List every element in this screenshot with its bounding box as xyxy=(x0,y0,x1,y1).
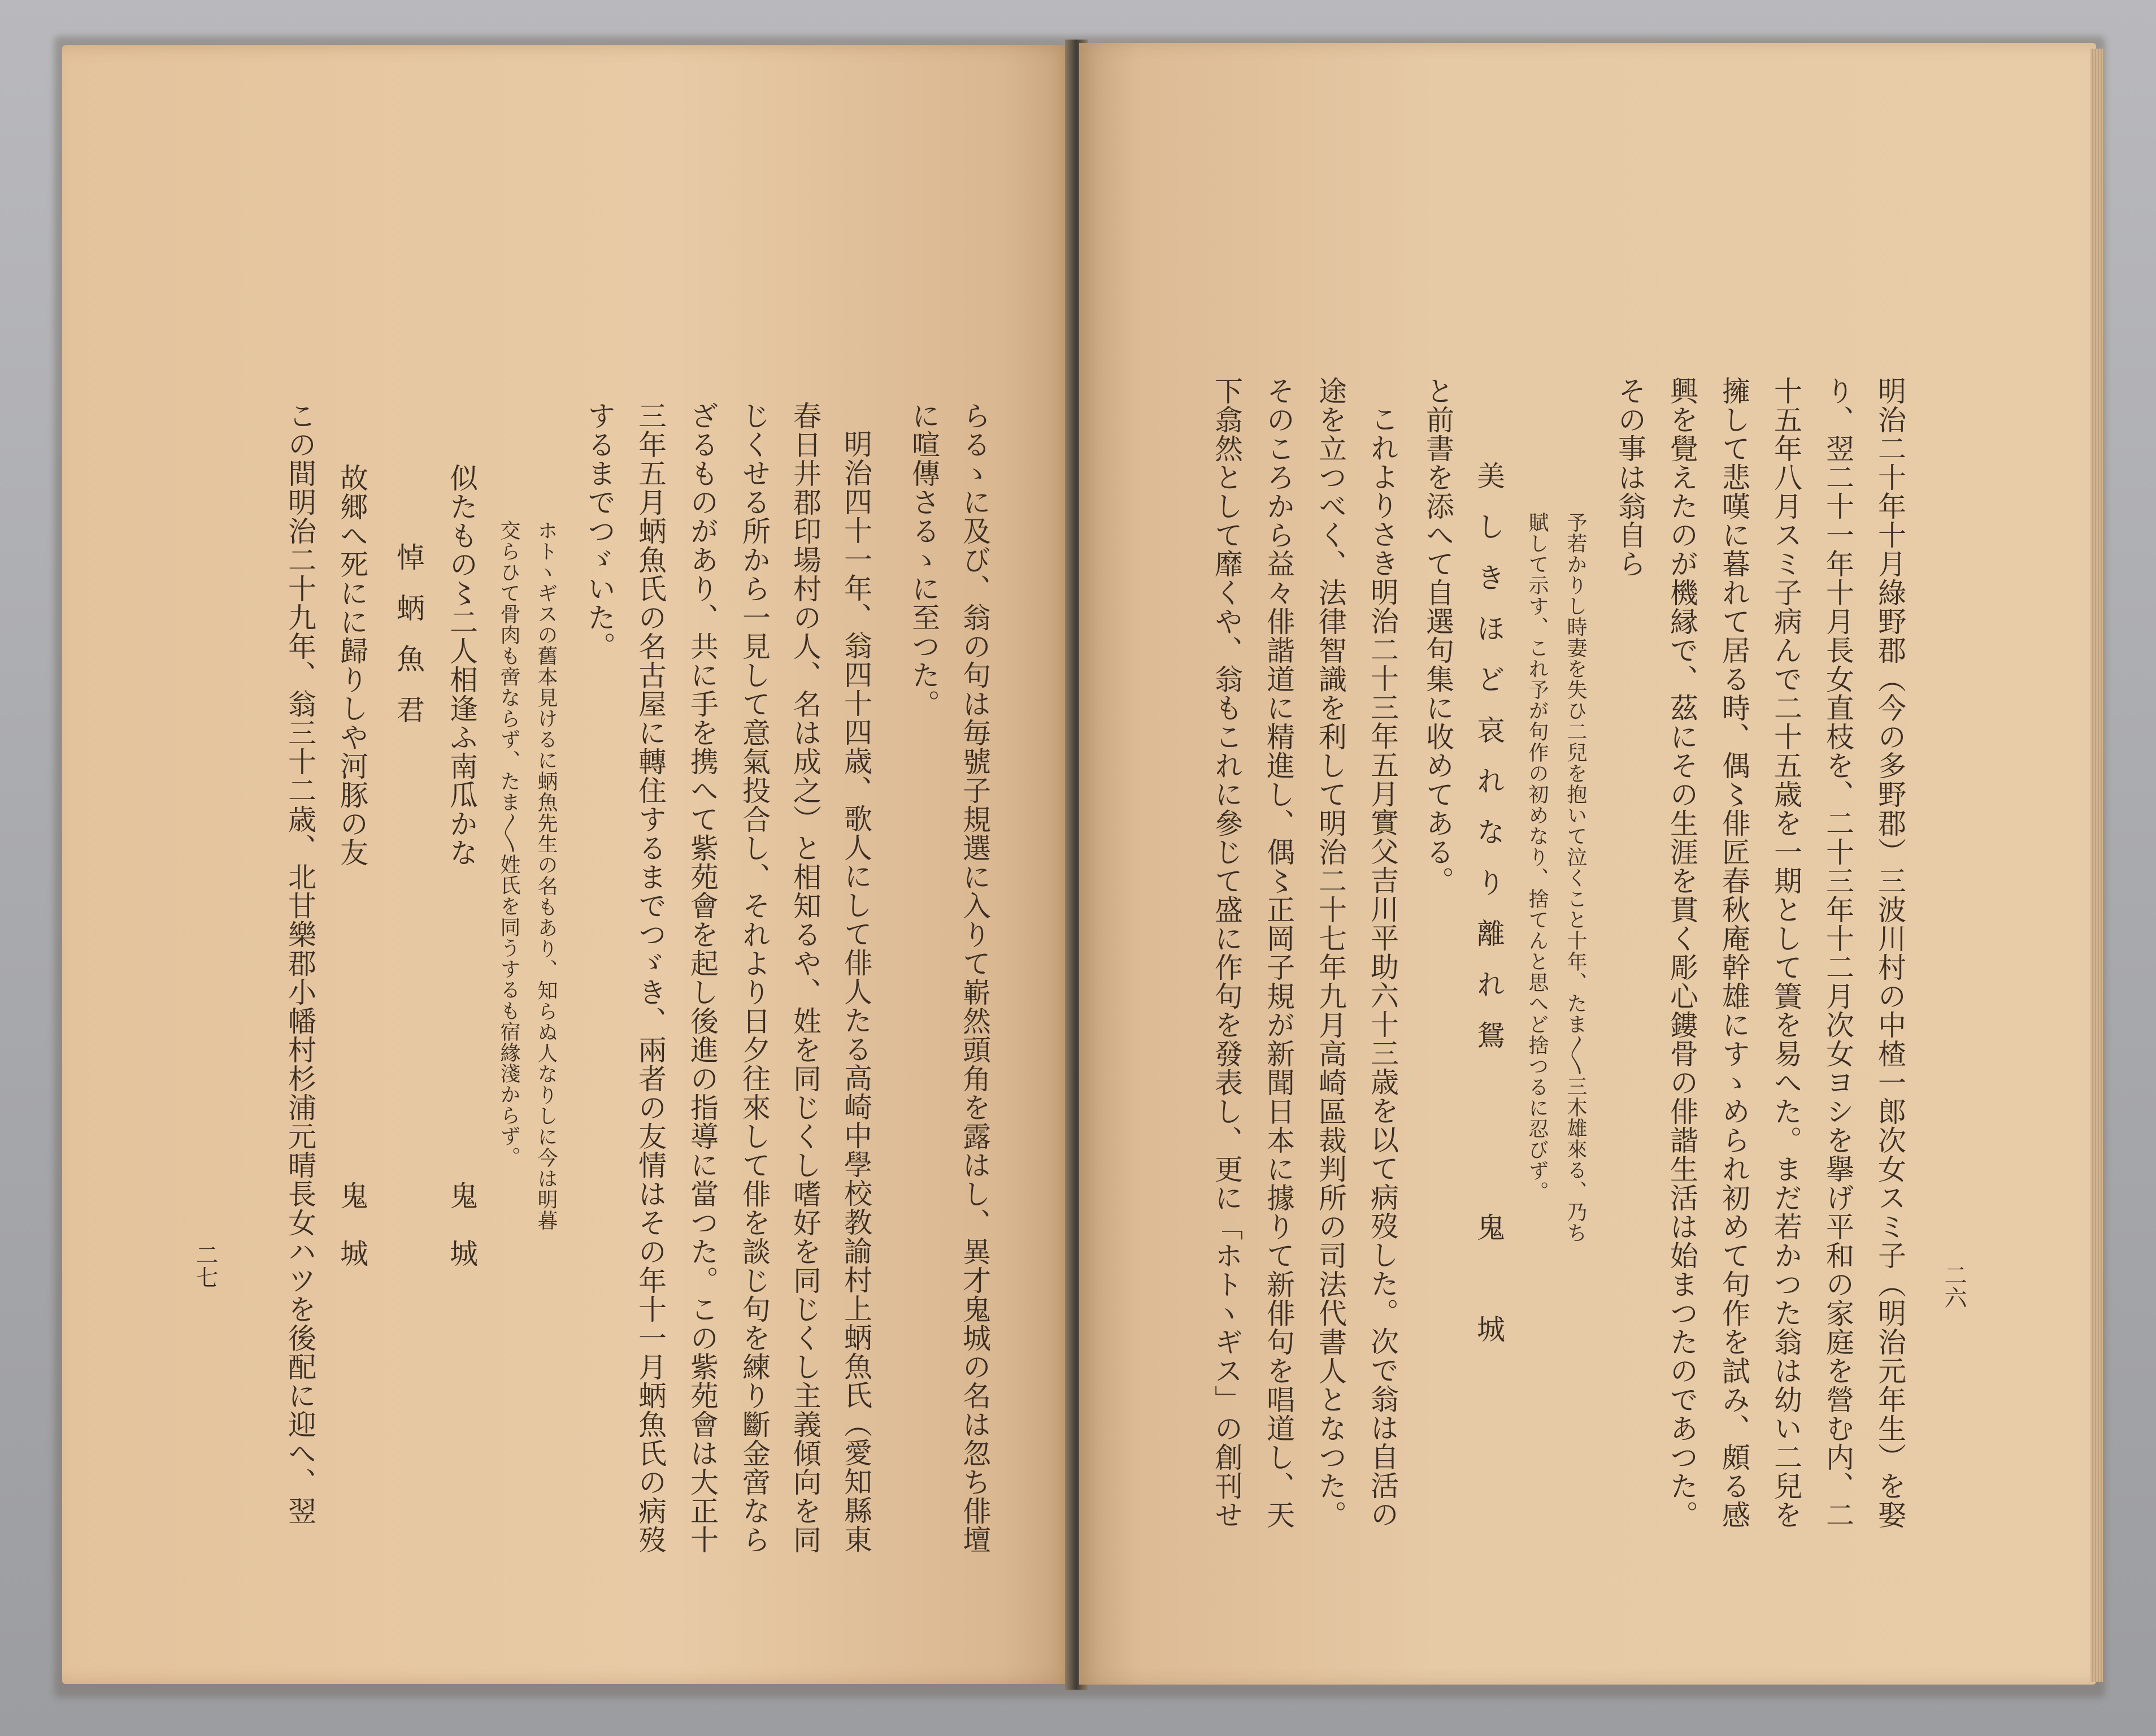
right-page-number: 二六 xyxy=(1941,1264,1967,1309)
left-column-5: じくせる所から一見して意氣投合し、それより日夕往來して俳を談じ句を練り斷金啻なら xyxy=(738,401,771,1554)
left-column-6: ざるものがあり、共に手を携へて紫苑會を起し後進の指導に當つた。この紫苑會は大正十 xyxy=(686,401,719,1554)
left-haiku-1-author: 鬼 城 xyxy=(445,1181,478,1268)
right-column-preface: と前書を添へて自選句集に收めてある。 xyxy=(1422,376,1454,895)
left-haiku-1: 似たもの〻二人相逢ふ南瓜かな xyxy=(445,463,478,867)
left-haiku-2-author: 鬼 城 xyxy=(336,1181,368,1268)
right-column-5: 興を覺えたのが機縁で、茲にその生涯を貫く彫心鏤骨の俳諧生活は始まつたのであつた。 xyxy=(1666,376,1698,1529)
right-column-11: 下翕然として靡くや、翁もこれに參じて盛に作句を發表し、更に「ホトヽギス」の創刊せ xyxy=(1210,376,1243,1529)
right-column-6: その事は翁自ら xyxy=(1614,376,1646,578)
right-column-8: これよりさき明治二十三年五月實父吉川平助六十三歳を以て病歿した。次で翁は自活の xyxy=(1366,405,1399,1529)
right-note-2: 賦して示す、これ予が句作の初めなり、捨てんと思へど捨つるに忍びず。 xyxy=(1525,512,1549,1202)
left-page-number: 二七 xyxy=(192,1243,218,1288)
right-haiku-author: 鬼 城 xyxy=(1472,1213,1505,1365)
right-column-1: 明治二十年十月綠野郡（今の多野郡）三波川村の中楂一郎次女スミ子（明治元年生）を娶 xyxy=(1874,376,1906,1529)
left-column-last: この間明治二十九年、翁三十二歳、北甘樂郡小幡村杉浦元晴長女ハツを後配に迎へ、翌 xyxy=(284,401,316,1525)
left-column-4: 春日井郡印場村の人、名は成之）と相知るや、姓を同じくし嗜好を同じくし主義傾向を同 xyxy=(789,401,821,1554)
left-haiku-2: 故郷へ死にに歸りしや河豚の友 xyxy=(336,463,368,867)
right-column-3: 十五年八月スミ子病んで二十五歳を一期として簀を易へた。まだ若かつた翁は幼い二兒を xyxy=(1770,376,1802,1529)
left-column-7: 三年五月蛃魚氏の名古屋に轉住するまでつゞき、兩者の友情はその年十一月蛃魚氏の病歿 xyxy=(634,401,667,1554)
left-heading-mourning: 悼蛃魚君 xyxy=(392,542,425,746)
right-column-10: そのころから益々俳諧道に精進し、偶〻正岡子規が新聞日本に據りて新俳句を唱道し、天 xyxy=(1262,376,1295,1529)
left-column-8: するまでつゞいた。 xyxy=(583,401,616,661)
right-note-1: 予若かりし時妻を失ひ二兒を抱いて泣くこと十年、たま〳〵三木雄來る、乃ち xyxy=(1564,512,1587,1243)
left-column-2: に喧傳さるゝに至つた。 xyxy=(907,401,940,718)
left-page xyxy=(62,45,1073,1684)
right-column-2: り、翌二十一年十月長女直枝を、二十三年十二月次女ヨシを擧げ平和の家庭を營む内、二 xyxy=(1822,376,1854,1529)
right-column-4: 擁して悲嘆に暮れて居る時、偶〻俳匠春秋庵幹雄にすゝめられ初めて句作を試み、頗る感 xyxy=(1718,376,1750,1529)
right-haiku: 美しきほど哀れなり離れ鴛 xyxy=(1472,461,1505,1071)
left-column-1: らるゝに及び、翁の句は毎號子規選に入りて嶄然頭角を露はし、異才鬼城の名は忽ち俳壇 xyxy=(958,401,991,1554)
right-page xyxy=(1079,43,2096,1685)
left-note-1: ホトヽギスの舊本見けるに蛃魚先生の名もあり、知らぬ人なりしに今は明暮 xyxy=(534,520,558,1231)
right-column-9: 途を立つべく、法律智識を利して明治二十七年九月高崎區裁判所の司法代書人となつた。 xyxy=(1314,376,1347,1529)
left-note-2: 交らひて骨肉も啻ならず、たま〳〵姓氏を同うするも宿緣淺からず。 xyxy=(497,520,520,1168)
right-page-edge xyxy=(2090,49,2103,1682)
left-column-3: 明治四十一年、翁四十四歳、歌人にして俳人たる高崎中學校教諭村上蛃魚氏（愛知縣東 xyxy=(840,429,872,1553)
